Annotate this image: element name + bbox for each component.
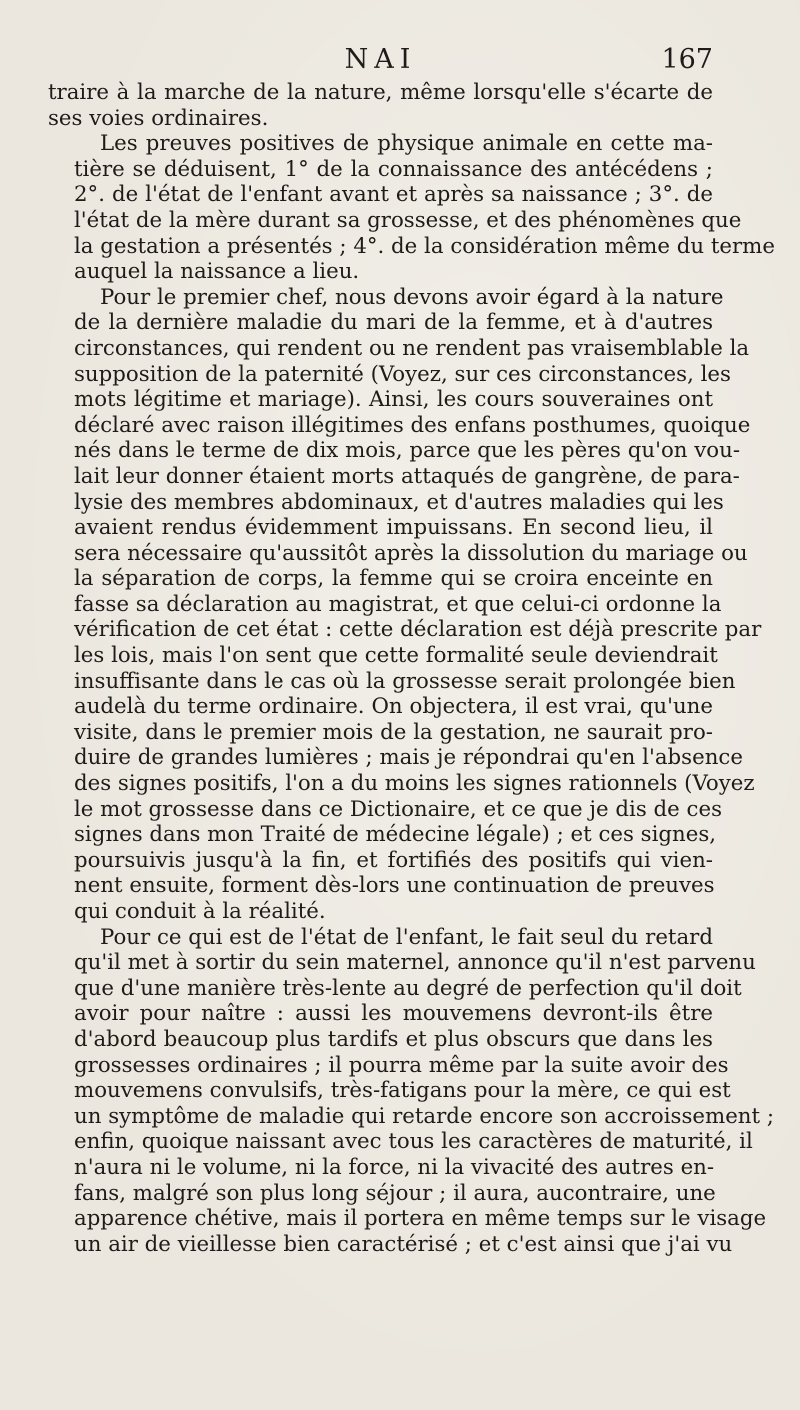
text-line: grossesses ordinaires ; il pourra même par la suite avoir des — [74, 1052, 729, 1078]
text-line: un symptôme de maladie qui retarde encore son accroissement ; — [74, 1103, 775, 1129]
text-line: des signes positifs, l'on a du moins les signes rationnels (Voyez — [74, 771, 755, 797]
text-line: poursuivis jusqu'à la fin, et fortifiés des positifs qui vien- — [74, 847, 713, 873]
text-line: apparence chétive, mais il portera en même temps sur le visage — [74, 1206, 767, 1232]
page-header — [48, 44, 713, 84]
text-line: nent ensuite, forment dès-lors une continuation de preuves — [74, 873, 715, 899]
text-line: visite, dans le premier mois de la gestation, ne saurait pro- — [74, 719, 713, 745]
text-line: ses voies ordinaires. — [48, 105, 269, 131]
paragraph — [48, 131, 775, 285]
text-line: enfin, quoique naissant avec tous les caractères de maturité, il — [74, 1129, 753, 1155]
paragraph — [48, 284, 762, 925]
text-line: d'abord beaucoup plus tardifs et plus obscurs que dans les — [74, 1026, 713, 1052]
text-line: nés dans le terme de dix mois, parce que les pères qu'on vou- — [74, 438, 741, 464]
text-line: le mot grossesse dans ce Dictionaire, et ce que je dis de ces — [74, 796, 722, 822]
text-line: mots légitime et mariage). Ainsi, les cours souveraines ont — [74, 387, 713, 413]
text-line: les lois, mais l'on sent que cette formalité seule deviendrait — [74, 643, 718, 669]
text-line: déclaré avec raison illégitimes des enfans posthumes, quoique — [74, 412, 751, 438]
text-line: fans, malgré son plus long séjour ; il aura, aucontraire, une — [74, 1180, 716, 1206]
body-text — [48, 80, 775, 1257]
text-line: avaient rendus évidemment impuissans. En second lieu, il — [74, 515, 713, 541]
text-line: duire de grandes lumières ; mais je répondrai qu'en l'absence — [74, 745, 743, 771]
text-line: Pour ce qui est de l'état de l'enfant, le fait seul du retard — [100, 924, 713, 950]
text-line: mouvemens convulsifs, très-fatigans pour la mère, ce qui est — [74, 1078, 731, 1104]
text-line: avoir pour naître : aussi les mouvemens devront-ils être — [74, 1001, 713, 1027]
text-line: audelà du terme ordinaire. On objectera, il est vrai, qu'une — [74, 694, 713, 720]
text-line: sera nécessaire qu'aussitôt après la dissolution du mariage ou — [74, 540, 748, 566]
page-number: 167 — [661, 44, 713, 75]
text-line: lait leur donner étaient morts attaqués de gangrène, de para- — [74, 463, 740, 489]
text-line: l'état de la mère durant sa grossesse, et des phénomènes que — [74, 207, 742, 233]
text-line: lysie des membres abdominaux, et d'autres maladies qui les — [74, 489, 724, 515]
text-line: traire à la marche de la nature, même lorsqu'elle s'écarte de — [48, 80, 713, 105]
text-line: circonstances, qui rendent ou ne rendent pas vraisemblable la — [74, 335, 750, 361]
text-line: la gestation a présentés ; 4°. de la considération même du terme — [74, 233, 775, 259]
text-line: vérification de cet état : cette déclaration est déjà prescrite par — [74, 617, 762, 643]
text-line: Pour le premier chef, nous devons avoir égard à la nature — [100, 284, 724, 310]
text-line: un air de vieillesse bien caractérisé ; et c'est ainsi que j'ai vu — [74, 1231, 733, 1257]
text-line: de la dernière maladie du mari de la femme, et à d'autres — [74, 310, 713, 336]
paragraph — [48, 80, 713, 131]
text-line: signes dans mon Traité de médecine légale) ; et ces signes, — [74, 822, 717, 848]
text-line: insuffisante dans le cas où la grossesse serait prolongée bien — [74, 668, 736, 694]
text-line: Les preuves positives de physique animale en cette ma- — [100, 131, 713, 157]
text-line: auquel la naissance a lieu. — [74, 259, 360, 285]
text-line: que d'une manière très-lente au degré de perfection qu'il doit — [74, 975, 742, 1001]
running-head: NAI — [344, 44, 417, 75]
text-line: qui conduit à la réalité. — [74, 899, 326, 924]
text-line: n'aura ni le volume, ni la force, ni la vivacité des autres en- — [74, 1154, 715, 1180]
paragraph — [48, 924, 775, 1258]
text-line: supposition de la paternité (Voyez, sur ces circonstances, les — [74, 361, 731, 387]
text-line: tière se déduisent, 1° de la connaissance des antécédens ; — [74, 156, 713, 182]
text-line: 2°. de l'état de l'enfant avant et après sa naissance ; 3°. de — [74, 182, 713, 208]
text-line: qu'il met à sortir du sein maternel, annonce qu'il n'est parvenu — [74, 950, 756, 976]
text-line: fasse sa déclaration au magistrat, et que celui-ci ordonne la — [74, 591, 722, 617]
text-line: la séparation de corps, la femme qui se croira enceinte en — [74, 566, 713, 592]
